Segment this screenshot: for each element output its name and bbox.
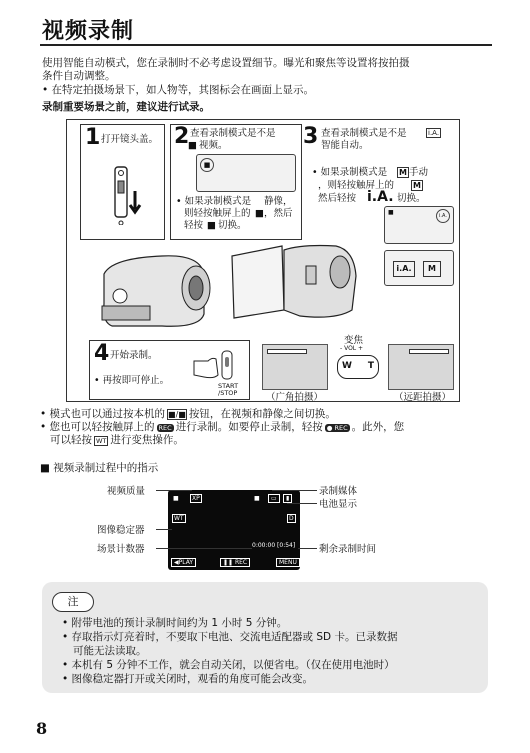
video-mode-icon: ■ <box>188 140 197 151</box>
stabilizer-icon: WT <box>174 515 184 522</box>
step-3-number: 3 <box>303 124 319 149</box>
label-stabilizer: 图像稳定器 <box>97 525 145 536</box>
step-2-lcd <box>196 154 296 192</box>
ia-button[interactable]: i.A. <box>393 261 415 277</box>
video-photo-icon: ■/■ <box>168 410 186 419</box>
leader-stabilizer <box>156 529 172 530</box>
label-remaining: 剩余录制时间 <box>319 544 377 555</box>
step-4-bullet: • 再按即可停止。 <box>94 375 170 386</box>
camera-left-illustration <box>92 244 222 334</box>
video-mode-icon: ■ <box>200 158 214 172</box>
step-4-number: 4 <box>94 341 110 366</box>
video-mode-icon: ■ <box>388 209 394 216</box>
label-media: 录制媒体 <box>319 486 358 497</box>
step-3-button-panel <box>384 250 454 286</box>
leader-video-quality <box>156 490 192 491</box>
bullet-1-b: 按钮，在视频和静像之间切换。 <box>188 408 336 420</box>
step-2-bullet-2: 则轻按触屏上的 <box>184 208 251 219</box>
recording-screen <box>168 490 300 570</box>
step-2-text-1: 查看录制模式是不是 <box>190 128 276 139</box>
step-2-bullet-2b: ，然后 <box>264 208 293 219</box>
label-scene-counter: 场景计数器 <box>97 544 145 555</box>
step-1-number: 1 <box>85 125 101 150</box>
intro-line-2: 条件自动调整。 <box>42 70 116 82</box>
bullet-1 <box>40 408 336 421</box>
label-battery: 电池显示 <box>319 499 358 510</box>
note-item-2: • 存取指示灯亮着时，不要取下电池、交流电适配器或 SD 卡。已录数据 <box>62 631 398 643</box>
vol-label: - VOL + <box>340 345 364 352</box>
bullet-3-a: 可以轻按 <box>50 434 92 446</box>
rec-button-icon: REC <box>158 424 172 432</box>
bullet-2-a: • 您也可以轻按触屏上的 <box>40 421 155 433</box>
zoom-bar-wide <box>267 349 307 354</box>
wide-label: （广角拍摄） <box>266 392 324 403</box>
video-mode-icon: ■ <box>173 495 179 502</box>
note-item-2-cont: 可能无法读取。 <box>73 645 147 657</box>
ia-mode-icon: ■ <box>254 495 260 502</box>
note-item-4: • 图像稳定器打开或关闭时，观看的角度可能会改变。 <box>62 673 314 685</box>
step-4-text: 开始录制。 <box>110 350 158 361</box>
step-3-bullet-1: • 如果录制模式是 <box>312 167 388 178</box>
menu-button[interactable]: MENU <box>276 558 300 567</box>
rec-stop-icon: ● REC <box>326 424 348 432</box>
step-3-lcd <box>384 206 454 244</box>
note-item-3: • 本机有 5 分钟不工作，就会自动关闭，以便省电。（仅在使用电池时） <box>62 659 395 671</box>
tele-label: （远距拍摄） <box>394 392 452 403</box>
step-2-bullet-3: 轻按 <box>184 220 204 231</box>
video-mode-icon: ■ <box>207 220 216 231</box>
step-1-text: 打开镜头盖。 <box>101 134 159 145</box>
media-icon: ▭ <box>268 494 280 503</box>
step-3-bullet-3b: 切换。 <box>397 193 426 204</box>
step-2-bullet-3b: 切换。 <box>218 220 247 231</box>
page-number: 8 <box>36 719 48 738</box>
camera-icon: ■ <box>255 208 264 219</box>
bullet-1-a: • 模式也可以通过按本机的 <box>40 408 166 420</box>
indicators-heading: ■ 视频录制过程中的指示 <box>40 462 159 474</box>
manual-button[interactable]: M <box>423 261 441 277</box>
camera-lcd-illustration <box>212 236 362 326</box>
leader-battery <box>287 503 317 504</box>
step-4-box <box>89 340 250 400</box>
bullet-2-b: 进行录制。如要停止录制，轻按 <box>175 421 323 433</box>
bullet-2-c: 。此外，您 <box>351 421 405 433</box>
intro-bullet: • 在特定拍摄场景下，如人物等，其图标会在画面上显示。 <box>42 84 315 96</box>
lens-cover-switch-icon <box>109 165 143 225</box>
leader-scene-counter <box>156 548 252 549</box>
play-button[interactable]: ◀PLAY <box>171 558 196 567</box>
zoom-w-label: W <box>342 361 352 371</box>
wt-icon: WT <box>96 437 107 445</box>
zoom-label: 变焦 <box>344 335 364 346</box>
manual-mode-icon: M <box>413 181 421 190</box>
intro-line-1: 使用智能自动模式，您在录制时不必考虑设置细节。曝光和聚焦等设置将按拍摄 <box>42 57 410 69</box>
step-2-bullet-1b: 静像， <box>264 196 293 207</box>
note-tag: 注 <box>52 592 94 612</box>
bullet-3-b: 进行变焦操作。 <box>110 434 184 446</box>
label-video-quality: 视频质量 <box>107 486 146 497</box>
intro-bold-line: 录制重要场景之前，建议进行试录。 <box>42 101 210 113</box>
ia-big-label: i.A. <box>367 189 394 205</box>
start-stop-label-1: START <box>218 382 239 390</box>
hand-press-icon <box>192 347 236 383</box>
step-1-box <box>80 124 165 240</box>
step-3-bullet-3: 然后轻按 <box>318 193 357 204</box>
tele-image <box>388 344 454 390</box>
manual-mode-icon: M <box>399 168 407 177</box>
start-stop-label-2: /STOP <box>218 389 238 397</box>
zoom-lever[interactable] <box>337 355 379 379</box>
step-3-text-1: 查看录制模式是不是 <box>321 128 407 139</box>
bullet-3 <box>50 434 184 448</box>
d-icon: D <box>289 515 294 522</box>
zoom-bar-tele <box>409 349 449 354</box>
step-3-bullet-2: ，则轻按触屏上的 <box>318 180 395 191</box>
bullet-2 <box>40 421 404 435</box>
title-rule <box>40 44 492 46</box>
ia-mode-icon: i.A. <box>436 209 450 223</box>
leader-remaining <box>298 548 317 549</box>
step-3-bullet-1b: 手动 <box>409 167 429 178</box>
zoom-t-label: T <box>367 361 374 371</box>
time-counter: 0:00:00 [0:54] <box>252 542 296 549</box>
rec-button[interactable]: ❚❚ REC <box>220 558 250 567</box>
ia-mode-icon: i.A. <box>428 129 440 137</box>
note-item-1: • 附带电池的预计录制时间约为 1 小时 5 分钟。 <box>62 617 288 629</box>
step-3-text-2: 智能自动。 <box>321 140 369 151</box>
page-title: 视频录制 <box>42 19 135 44</box>
step-2-bullet-1: • 如果录制模式是 <box>176 196 252 207</box>
step-2-text-2: 视频。 <box>199 140 228 151</box>
wide-angle-image <box>262 344 328 390</box>
leader-media <box>272 490 317 491</box>
step-2-number: 2 <box>174 124 190 149</box>
battery-icon: ▮ <box>283 494 292 503</box>
quality-icon: XP <box>192 495 200 502</box>
